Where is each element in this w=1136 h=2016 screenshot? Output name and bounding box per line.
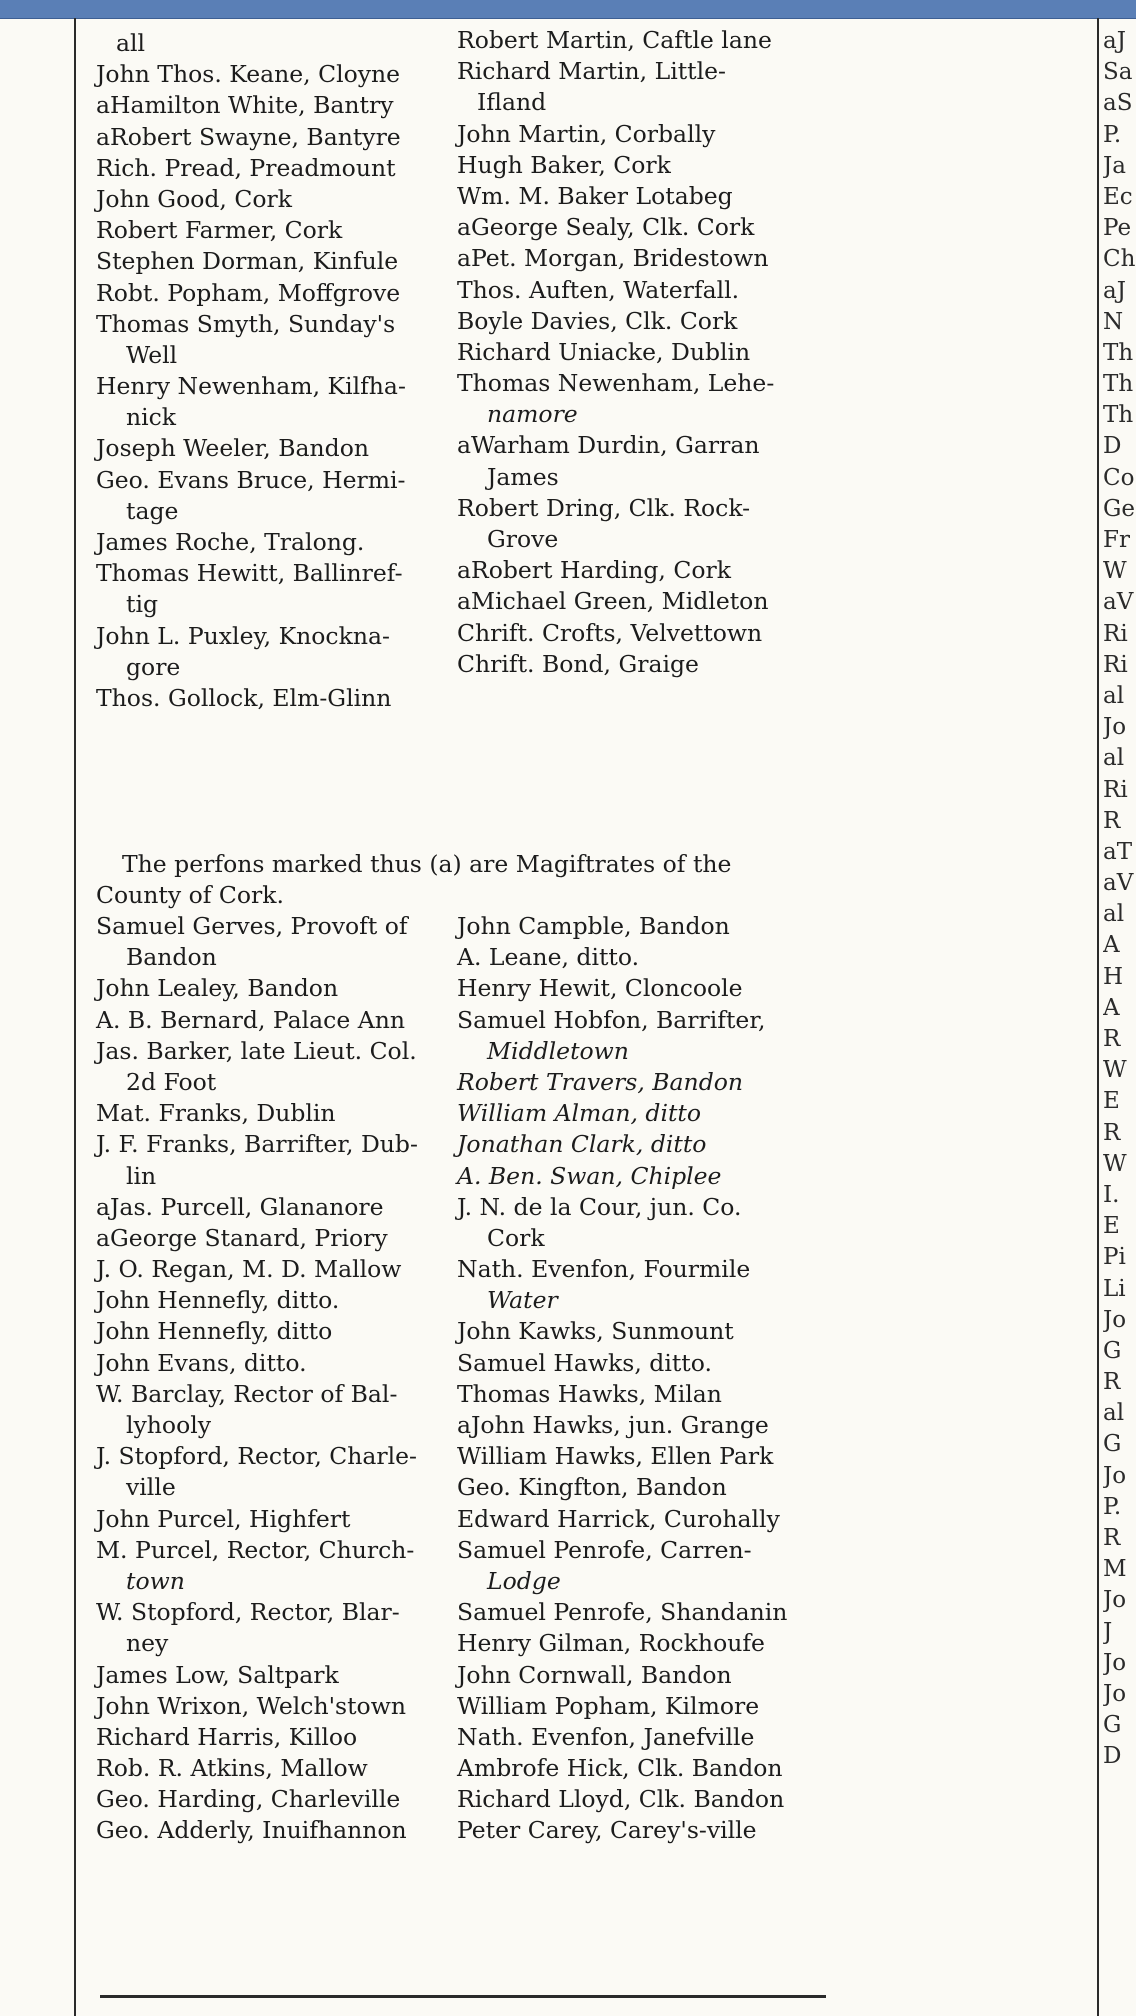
fragment: D — [1103, 433, 1122, 460]
fragment: N — [1103, 308, 1124, 335]
list-item: gore — [126, 652, 181, 681]
list-item: Henry Gilman, Rockhoufe — [457, 1629, 765, 1658]
list-item: Richard Uniacke, Dublin — [457, 337, 751, 366]
list-item: Robert Farmer, Cork — [96, 216, 343, 245]
list-item: John Wrixon, Welch'stown — [96, 1691, 406, 1720]
list-item: Jas. Barker, late Lieut. Col. — [96, 1036, 417, 1065]
list-item: Chrift. Crofts, Velvettown — [457, 618, 763, 647]
list-item — [457, 1847, 837, 1878]
list-item: Thos. Auften, Waterfall. — [457, 275, 740, 304]
list-item: Henry Hewit, Cloncoole — [457, 974, 743, 1003]
list-item: aGeorge Stanard, Priory — [96, 1223, 388, 1252]
list-item: Samuel Hawks, ditto. — [457, 1348, 712, 1377]
fragment: al — [1103, 682, 1125, 709]
list-item: Henry Newenham, Kilfha- — [96, 372, 406, 401]
list-item: Robert Travers, Bandon — [457, 1067, 744, 1096]
window-title-bar — [0, 0, 1136, 19]
fragment: Jo — [1103, 1462, 1127, 1489]
list-item: John Evans, ditto. — [96, 1348, 307, 1377]
fragment: Th — [1103, 339, 1134, 366]
list-item: Robert Martin, Caftle lane — [457, 26, 772, 54]
list-item: Thomas Hawks, Milan — [457, 1379, 722, 1408]
list-item: John Hennefly, ditto — [96, 1317, 333, 1346]
list-item: Ambrofe Hick, Clk. Bandon — [457, 1754, 783, 1783]
list-item: Lodge — [487, 1566, 561, 1595]
list-item: Rich. Pread, Preadmount — [96, 153, 396, 182]
list-item: William Popham, Kilmore — [457, 1691, 760, 1720]
right-margin-fragments — [1103, 26, 1136, 1991]
list-item: John Kawks, Sunmount — [457, 1317, 734, 1346]
fragment: G — [1103, 1431, 1122, 1458]
fragment: Sa — [1103, 59, 1133, 86]
fragment — [1103, 1866, 1136, 1897]
list-item: J. Stopford, Rector, Charle- — [96, 1442, 418, 1471]
list-item: W. Stopford, Rector, Blar- — [96, 1598, 400, 1627]
list-item: Ifland — [477, 88, 547, 117]
fragment: Th — [1103, 371, 1134, 398]
list-item: James Low, Saltpark — [96, 1660, 339, 1689]
list-item: John Thos. Keane, Cloyne — [96, 60, 401, 89]
fragment — [1103, 1773, 1136, 1804]
fragment: Ge — [1103, 495, 1135, 522]
list-item: Water — [487, 1286, 558, 1315]
note-line: The perfons marked thus (a) are Magiftrates of the — [122, 850, 732, 878]
fragment: Jo — [1103, 1587, 1127, 1614]
note-line: County of Cork. — [96, 881, 284, 910]
list-item: A. B. Bernard, Palace Ann — [96, 1005, 405, 1034]
list-item: J. N. de la Cour, jun. Co. — [457, 1192, 742, 1221]
fragment: I. — [1103, 1181, 1120, 1208]
list-item: aJohn Hawks, jun. Grange — [457, 1411, 769, 1439]
fragment: Jo — [1103, 1680, 1127, 1707]
fragment: Ch — [1103, 246, 1136, 273]
fragment: P. — [1103, 121, 1122, 148]
fragment: aT — [1103, 838, 1133, 865]
fragment: M — [1103, 1556, 1127, 1583]
list-item: aWarham Durdin, Garran — [457, 431, 760, 460]
fragment: R — [1103, 1026, 1121, 1052]
fragment: Ri — [1103, 620, 1128, 647]
list-item: John Hennefly, ditto. — [96, 1286, 340, 1315]
list-item: aGeorge Sealy, Clk. Cork — [457, 213, 755, 242]
list-item: Samuel Penrofe, Shandanin — [457, 1598, 788, 1627]
list-item: tage — [126, 496, 179, 525]
list-item: John Purcel, Highfert — [96, 1504, 351, 1533]
fragment: W — [1103, 1057, 1127, 1084]
fragment: Ec — [1103, 183, 1133, 210]
list-item: Richard Harris, Killoo — [96, 1722, 358, 1751]
fragment: R — [1103, 1369, 1121, 1396]
list-item: James Roche, Tralong. — [96, 528, 365, 556]
fragment: Co — [1103, 464, 1135, 491]
list-item: John L. Puxley, Knockna- — [96, 621, 390, 650]
list-item: Jonathan Clark, ditto — [457, 1130, 707, 1159]
fragment: aS — [1103, 90, 1133, 117]
list-item: Samuel Gerves, Provoft of — [96, 912, 408, 940]
list-item: Middletown — [487, 1036, 629, 1065]
list-item: Peter Carey, Carey's-ville — [457, 1816, 757, 1845]
fragment: D — [1103, 1743, 1122, 1770]
fragment: E — [1103, 1213, 1120, 1240]
list-item: J. O. Regan, M. D. Mallow — [96, 1255, 402, 1284]
list-item: Nath. Evenfon, Fourmile — [457, 1255, 751, 1284]
list-item: Cork — [487, 1223, 545, 1252]
fragment: R — [1103, 1119, 1121, 1146]
fragment: Jo — [1103, 1649, 1127, 1676]
list-item: aJas. Purcell, Glananore — [96, 1192, 384, 1221]
list-item: Thomas Newenham, Lehe- — [457, 369, 775, 398]
fragment: G — [1103, 1337, 1122, 1364]
scanned-page — [0, 18, 1136, 2016]
fragment: aJ — [1103, 28, 1126, 54]
list-item — [96, 1847, 456, 1878]
list-item: all — [116, 29, 146, 57]
fragment — [1103, 1835, 1136, 1866]
list-item: nick — [126, 403, 177, 432]
fragment: Ri — [1103, 651, 1128, 678]
names-column-left-upper — [96, 28, 456, 714]
list-item: William Alman, ditto — [457, 1099, 702, 1128]
fragment: Jo — [1103, 1306, 1127, 1333]
fragment: al — [1103, 745, 1125, 772]
names-column-right-upper — [457, 25, 837, 680]
list-item: Geo. Evans Bruce, Hermi- — [96, 465, 406, 494]
fragment: R — [1103, 807, 1121, 834]
list-item: M. Purcel, Rector, Church- — [96, 1535, 415, 1564]
magistrates-note — [96, 849, 836, 911]
list-item: aMichael Green, Midleton — [457, 587, 769, 616]
list-item: Edward Harrick, Curohally — [457, 1504, 780, 1533]
list-item: Bandon — [126, 943, 217, 972]
fragment — [1103, 1960, 1136, 1991]
fragment: Th — [1103, 402, 1134, 429]
names-column-left-lower — [96, 911, 456, 1909]
list-item: Rob. R. Atkins, Mallow — [96, 1754, 368, 1783]
fragment — [1103, 1804, 1136, 1835]
fragment: aV — [1103, 589, 1134, 616]
list-item: Geo. Harding, Charleville — [96, 1785, 401, 1814]
fragment: Pe — [1103, 215, 1132, 242]
list-item: William Hawks, Ellen Park — [457, 1442, 774, 1471]
list-item: Thos. Gollock, Elm-Glinn — [96, 683, 392, 712]
list-item: John Good, Cork — [96, 184, 292, 213]
names-column-right-lower — [457, 911, 837, 1878]
list-item: aHamilton White, Bantry — [96, 91, 394, 120]
list-item: J. F. Franks, Barrifter, Dub- — [96, 1130, 418, 1159]
list-item: John Lealey, Bandon — [96, 974, 339, 1003]
list-item: Geo. Kingfton, Bandon — [457, 1473, 727, 1502]
fragment: aV — [1103, 870, 1134, 897]
fragment — [1103, 1928, 1136, 1959]
list-item: Robert Dring, Clk. Rock- — [457, 493, 751, 522]
fragment: al — [1103, 1400, 1125, 1427]
fragment: R — [1103, 1525, 1121, 1551]
fragment — [1103, 1897, 1136, 1928]
list-item: Richard Martin, Little- — [457, 57, 726, 86]
fragment: H — [1103, 963, 1124, 990]
list-item: lyhooly — [126, 1411, 212, 1439]
list-item — [96, 1878, 456, 1909]
list-item: Well — [126, 340, 178, 369]
fragment: P. — [1103, 1493, 1122, 1520]
list-item: aPet. Morgan, Bridestown — [457, 244, 769, 273]
list-item: Wm. M. Baker Lotabeg — [457, 181, 733, 210]
list-item: ville — [126, 1473, 176, 1502]
fragment: A — [1103, 994, 1120, 1021]
fragment: Li — [1103, 1275, 1126, 1302]
fragment: E — [1103, 1088, 1120, 1115]
column-rule-right — [1097, 18, 1099, 2016]
list-item: Mat. Franks, Dublin — [96, 1099, 336, 1128]
list-item: John Campble, Bandon — [457, 912, 730, 940]
list-item: Chrift. Bond, Graige — [457, 649, 699, 678]
fragment: aJ — [1103, 277, 1126, 304]
list-item: Samuel Penrofe, Carren- — [457, 1535, 752, 1564]
list-item: town — [126, 1566, 185, 1595]
fragment: Ri — [1103, 776, 1128, 803]
list-item: Robt. Popham, Moffgrove — [96, 278, 401, 307]
list-item: tig — [126, 590, 159, 619]
fragment: W — [1103, 1150, 1127, 1177]
fragment: W — [1103, 558, 1127, 585]
column-rule-left — [74, 18, 76, 2016]
list-item: aRobert Harding, Cork — [457, 556, 731, 585]
list-item: Samuel Hobfon, Barrifter, — [457, 1005, 766, 1034]
fragment: G — [1103, 1712, 1122, 1739]
list-item: Thomas Smyth, Sunday's — [96, 309, 396, 338]
list-item: Stephen Dorman, Kinfule — [96, 247, 399, 276]
list-item: James — [487, 462, 559, 491]
fragment: Pi — [1103, 1244, 1126, 1271]
fragment: A — [1103, 932, 1120, 959]
list-item: A. Ben. Swan, Chiplee — [457, 1161, 722, 1190]
list-item: Richard Lloyd, Clk. Bandon — [457, 1785, 785, 1814]
list-item: Boyle Davies, Clk. Cork — [457, 306, 738, 335]
list-item: Geo. Adderly, Inuifhannon — [96, 1816, 407, 1845]
list-item: Hugh Baker, Cork — [457, 150, 671, 179]
list-item: A. Leane, ditto. — [457, 943, 640, 972]
list-item: Thomas Hewitt, Ballinref- — [96, 559, 403, 588]
fragment: Ja — [1103, 152, 1126, 179]
list-item: 2d Foot — [126, 1067, 217, 1096]
fragment: Jo — [1103, 714, 1127, 741]
list-item: lin — [126, 1161, 157, 1190]
list-item: Grove — [487, 525, 559, 553]
list-item: Nath. Evenfon, Janefville — [457, 1722, 755, 1751]
list-item: Joseph Weeler, Bandon — [96, 434, 369, 463]
bottom-rule — [100, 1995, 826, 1998]
list-item: John Martin, Corbally — [457, 119, 716, 148]
fragment: Fr — [1103, 527, 1130, 553]
list-item: namore — [487, 400, 578, 429]
list-item: John Cornwall, Bandon — [457, 1660, 732, 1689]
list-item: W. Barclay, Rector of Bal- — [96, 1379, 398, 1408]
fragment: al — [1103, 901, 1125, 928]
list-item: ney — [126, 1629, 169, 1658]
list-item: aRobert Swayne, Bantyre — [96, 122, 401, 151]
fragment: J — [1103, 1618, 1113, 1645]
